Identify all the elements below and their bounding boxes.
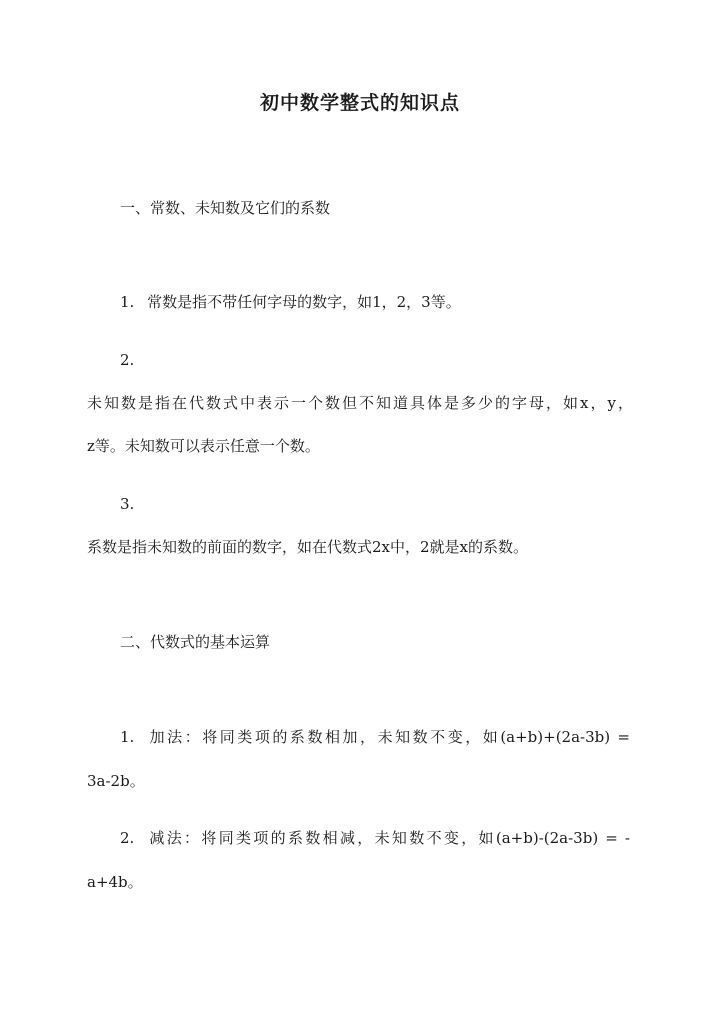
section-heading: 二、代数式的基本运算 xyxy=(120,633,271,651)
item-number: 1. xyxy=(120,728,135,746)
list-item xyxy=(120,727,630,747)
list-item xyxy=(120,292,461,312)
item-number: 1. xyxy=(120,293,135,311)
list-item xyxy=(120,828,630,848)
item-text: z等。未知数可以表示任意一个数。 xyxy=(87,437,320,455)
item-text: a+4b。 xyxy=(87,873,143,891)
section-heading: 一、常数、未知数及它们的系数 xyxy=(120,199,331,217)
item-number: 2. xyxy=(120,829,135,847)
item-text: 减法：将同类项的系数相减，未知数不变，如(a+b)-(2a-3b) = - xyxy=(149,829,630,847)
item-text: 常数是指不带任何字母的数字，如1，2，3等。 xyxy=(147,293,461,311)
item-number: 2. xyxy=(120,351,135,369)
document-title: 初中数学整式的知识点 xyxy=(259,92,460,114)
item-text: 3a-2b。 xyxy=(87,772,145,790)
item-text: 系数是指未知数的前面的数字，如在代数式2x中，2就是x的系数。 xyxy=(87,538,529,556)
item-number: 3. xyxy=(120,495,135,513)
item-text: 未知数是指在代数式中表示一个数但不知道具体是多少的字母，如x，y， xyxy=(87,394,633,412)
item-text: 加法：将同类项的系数相加，未知数不变，如(a+b)+(2a-3b) = xyxy=(149,728,630,746)
